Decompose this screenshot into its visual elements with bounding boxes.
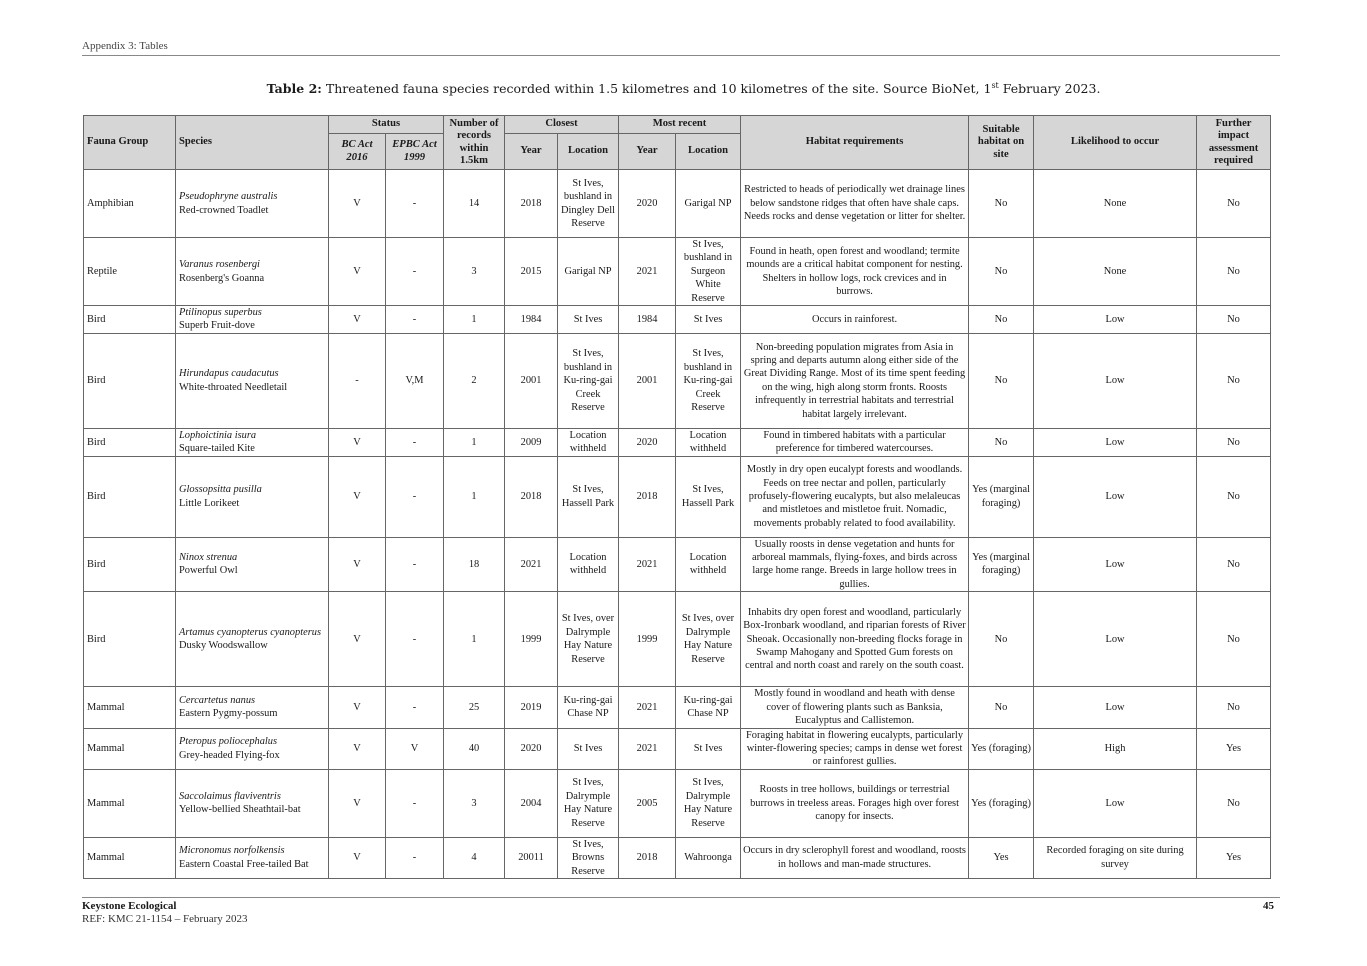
bc-act-status-cell: V: [329, 537, 386, 592]
likelihood-cell: Low: [1034, 333, 1197, 428]
habitat-requirements-cell: Occurs in rainforest.: [741, 306, 969, 334]
further-assessment-cell: No: [1197, 170, 1271, 238]
bc-act-status-cell: V: [329, 728, 386, 769]
table-caption: [0, 81, 1367, 96]
closest-location-cell: St Ives: [558, 306, 619, 334]
common-name: Little Lorikeet: [179, 497, 240, 509]
recent-year-cell: 2020: [619, 428, 676, 456]
common-name: Powerful Owl: [179, 565, 238, 577]
habitat-requirements-cell: Inhabits dry open forest and woodland, particularly Box-Ironbark woodland, and riparian forests of River Sheoak. Occasionally non-breeding flocks forage in Swamp Mahogany and Spotted Gum forests on central and north coast and rarely on the south coast.: [741, 592, 969, 687]
further-assessment-cell: No: [1197, 592, 1271, 687]
habitat-requirements-cell: Roosts in tree hollows, buildings or terrestrial burrows in treeless areas. Forages high over forest canopy for insects.: [741, 769, 969, 837]
likelihood-cell: Low: [1034, 769, 1197, 837]
habitat-requirements-cell: Found in timbered habitats with a particular preference for timbered watercourses.: [741, 428, 969, 456]
recent-year-cell: 2021: [619, 687, 676, 728]
scientific-name: Cercartetus nanus: [179, 694, 256, 706]
closest-year-cell: 2021: [505, 537, 558, 592]
epbc-act-status-cell: -: [386, 687, 444, 728]
scientific-name: Lophoictinia isura: [179, 429, 257, 441]
records-count-cell: 4: [444, 837, 505, 878]
table-row: [84, 687, 1271, 728]
table-row: [84, 428, 1271, 456]
closest-year-cell: 1984: [505, 306, 558, 334]
fauna-group-cell: Bird: [84, 306, 176, 334]
header-rule: [82, 55, 1280, 56]
suitable-habitat-cell: No: [969, 306, 1034, 334]
header-likelihood: Likelihood to occur: [1034, 116, 1197, 170]
recent-location-cell: St Ives: [676, 306, 741, 334]
bc-act-status-cell: V: [329, 456, 386, 537]
fauna-group-cell: Mammal: [84, 837, 176, 878]
likelihood-cell: None: [1034, 238, 1197, 306]
caption-label: Table 2:: [266, 81, 322, 97]
header-closest: Closest: [505, 116, 619, 134]
fauna-group-cell: Amphibian: [84, 170, 176, 238]
scientific-name: Varanus rosenbergi: [179, 259, 260, 271]
bc-act-status-cell: -: [329, 333, 386, 428]
closest-year-cell: 1999: [505, 592, 558, 687]
recent-location-cell: St Ives, over Dalrymple Hay Nature Reserve: [676, 592, 741, 687]
suitable-habitat-cell: No: [969, 333, 1034, 428]
closest-location-cell: St Ives, Dalrymple Hay Nature Reserve: [558, 769, 619, 837]
recent-location-cell: Garigal NP: [676, 170, 741, 238]
species-cell: [176, 592, 329, 687]
caption-text-end: February 2023.: [998, 81, 1101, 97]
records-count-cell: 3: [444, 769, 505, 837]
habitat-requirements-cell: Found in heath, open forest and woodland; termite mounds are a critical habitat component for nesting. Shelters in hollow logs, rock crevices and in burrows.: [741, 238, 969, 306]
table-row: [84, 837, 1271, 878]
bc-act-status-cell: V: [329, 769, 386, 837]
recent-location-cell: Ku-ring-gai Chase NP: [676, 687, 741, 728]
header-species: Species: [176, 116, 329, 170]
likelihood-cell: High: [1034, 728, 1197, 769]
caption-text: Threatened fauna species recorded within 1.5 kilometres and 10 kilometres of the site. Source BioNet, 1: [321, 81, 992, 97]
fauna-group-cell: Reptile: [84, 238, 176, 306]
header-habitat: Habitat requirements: [741, 116, 969, 170]
epbc-act-status-cell: -: [386, 769, 444, 837]
habitat-requirements-cell: Usually roosts in dense vegetation and hunts for arboreal mammals, flying-foxes, and birds across large home range. Breeds in large hollow trees in gullies.: [741, 537, 969, 592]
epbc-act-status-cell: -: [386, 837, 444, 878]
recent-year-cell: 1984: [619, 306, 676, 334]
further-assessment-cell: No: [1197, 537, 1271, 592]
table-row: [84, 333, 1271, 428]
recent-location-cell: St Ives, bushland in Surgeon White Reserve: [676, 238, 741, 306]
suitable-habitat-cell: Yes (foraging): [969, 769, 1034, 837]
table-row: [84, 728, 1271, 769]
fauna-table-body: [84, 170, 1271, 879]
closest-location-cell: Garigal NP: [558, 238, 619, 306]
header-recent-year: Year: [619, 134, 676, 170]
header-closest-year: Year: [505, 134, 558, 170]
header-recent-location: Location: [676, 134, 741, 170]
species-cell: [176, 306, 329, 334]
caption-superscript: st: [991, 81, 999, 90]
likelihood-cell: Low: [1034, 428, 1197, 456]
species-cell: [176, 456, 329, 537]
recent-year-cell: 1999: [619, 592, 676, 687]
habitat-requirements-cell: Occurs in dry sclerophyll forest and woodland, roosts in hollows and man-made structures.: [741, 837, 969, 878]
table-row: [84, 238, 1271, 306]
records-count-cell: 2: [444, 333, 505, 428]
common-name: Eastern Coastal Free-tailed Bat: [179, 858, 309, 870]
habitat-requirements-cell: Mostly found in woodland and heath with dense cover of flowering plants such as Banksia, Eucalyptus and Callistemon.: [741, 687, 969, 728]
fauna-group-cell: Bird: [84, 592, 176, 687]
table-row: [84, 170, 1271, 238]
records-count-cell: 1: [444, 592, 505, 687]
records-count-cell: 3: [444, 238, 505, 306]
epbc-act-status-cell: -: [386, 306, 444, 334]
header-further: Further impact assessment required: [1197, 116, 1271, 170]
page-number: 45: [1263, 900, 1274, 912]
species-cell: [176, 238, 329, 306]
habitat-requirements-cell: Non-breeding population migrates from Asia in spring and departs autumn along either side of the Great Dividing Range. Most of its time spent feeding on the wing, high along storm fronts. Roosts infrequently in terrestrial habitats and terrestrial habitat largely irrelevant.: [741, 333, 969, 428]
closest-year-cell: 2020: [505, 728, 558, 769]
suitable-habitat-cell: No: [969, 238, 1034, 306]
recent-year-cell: 2021: [619, 728, 676, 769]
closest-year-cell: 2001: [505, 333, 558, 428]
recent-year-cell: 2005: [619, 769, 676, 837]
header-epbc-act: EPBC Act 1999: [386, 134, 444, 170]
closest-location-cell: St Ives, Hassell Park: [558, 456, 619, 537]
closest-year-cell: 2018: [505, 170, 558, 238]
closest-location-cell: Location withheld: [558, 428, 619, 456]
header-suitable: Suitable habitat on site: [969, 116, 1034, 170]
species-cell: [176, 170, 329, 238]
common-name: Grey-headed Flying-fox: [179, 749, 280, 761]
further-assessment-cell: No: [1197, 333, 1271, 428]
species-cell: [176, 728, 329, 769]
recent-year-cell: 2020: [619, 170, 676, 238]
fauna-table: [83, 115, 1271, 879]
species-cell: [176, 837, 329, 878]
header-fauna-group: Fauna Group: [84, 116, 176, 170]
closest-location-cell: St Ives, bushland in Ku-ring-gai Creek Reserve: [558, 333, 619, 428]
closest-location-cell: St Ives, Browns Reserve: [558, 837, 619, 878]
scientific-name: Ptilinopus superbus: [179, 307, 262, 319]
further-assessment-cell: No: [1197, 687, 1271, 728]
closest-year-cell: 2019: [505, 687, 558, 728]
bc-act-status-cell: V: [329, 170, 386, 238]
species-cell: [176, 333, 329, 428]
further-assessment-cell: No: [1197, 769, 1271, 837]
recent-year-cell: 2018: [619, 837, 676, 878]
footer-rule: [82, 897, 1280, 898]
recent-year-cell: 2021: [619, 537, 676, 592]
likelihood-cell: Low: [1034, 687, 1197, 728]
header-status: Status: [329, 116, 444, 134]
scientific-name: Pteropus poliocephalus: [179, 736, 278, 748]
records-count-cell: 25: [444, 687, 505, 728]
table-row: [84, 306, 1271, 334]
records-count-cell: 1: [444, 428, 505, 456]
epbc-act-status-cell: -: [386, 428, 444, 456]
closest-location-cell: St Ives: [558, 728, 619, 769]
closest-year-cell: 2018: [505, 456, 558, 537]
footer-organisation: Keystone Ecological: [82, 900, 177, 912]
fauna-group-cell: Mammal: [84, 769, 176, 837]
scientific-name: Hirundapus caudacutus: [179, 368, 279, 380]
records-count-cell: 18: [444, 537, 505, 592]
common-name: Dusky Woodswallow: [179, 640, 268, 652]
header-closest-location: Location: [558, 134, 619, 170]
fauna-group-cell: Bird: [84, 333, 176, 428]
further-assessment-cell: No: [1197, 428, 1271, 456]
likelihood-cell: Recorded foraging on site during survey: [1034, 837, 1197, 878]
further-assessment-cell: No: [1197, 456, 1271, 537]
records-count-cell: 1: [444, 306, 505, 334]
epbc-act-status-cell: -: [386, 170, 444, 238]
recent-location-cell: Wahroonga: [676, 837, 741, 878]
likelihood-cell: Low: [1034, 456, 1197, 537]
habitat-requirements-cell: Foraging habitat in flowering eucalypts, particularly winter-flowering species; camps in dense wet forest or rainforest gullies.: [741, 728, 969, 769]
scientific-name: Micronomus norfolkensis: [179, 845, 285, 857]
table-row: [84, 456, 1271, 537]
bc-act-status-cell: V: [329, 428, 386, 456]
species-cell: [176, 769, 329, 837]
scientific-name: Artamus cyanopterus cyanopterus: [179, 626, 321, 638]
epbc-act-status-cell: V,M: [386, 333, 444, 428]
fauna-group-cell: Bird: [84, 537, 176, 592]
closest-year-cell: 20011: [505, 837, 558, 878]
species-cell: [176, 687, 329, 728]
suitable-habitat-cell: No: [969, 687, 1034, 728]
epbc-act-status-cell: -: [386, 238, 444, 306]
scientific-name: Pseudophryne australis: [179, 191, 278, 203]
bc-act-status-cell: V: [329, 306, 386, 334]
records-count-cell: 40: [444, 728, 505, 769]
closest-year-cell: 2015: [505, 238, 558, 306]
recent-year-cell: 2001: [619, 333, 676, 428]
likelihood-cell: Low: [1034, 592, 1197, 687]
recent-location-cell: St Ives: [676, 728, 741, 769]
scientific-name: Saccolaimus flaviventris: [179, 790, 281, 802]
scientific-name: Ninox strenua: [179, 552, 238, 564]
fauna-group-cell: Bird: [84, 428, 176, 456]
common-name: Red-crowned Toadlet: [179, 204, 269, 216]
header-records: Number of records within 1.5km: [444, 116, 505, 170]
further-assessment-cell: No: [1197, 238, 1271, 306]
likelihood-cell: Low: [1034, 537, 1197, 592]
recent-year-cell: 2021: [619, 238, 676, 306]
common-name: Eastern Pygmy-possum: [179, 708, 278, 720]
suitable-habitat-cell: Yes (marginal foraging): [969, 537, 1034, 592]
table-row: [84, 537, 1271, 592]
header-bc-act: BC Act 2016: [329, 134, 386, 170]
habitat-requirements-cell: Restricted to heads of periodically wet drainage lines below sandstone ridges that often have shale caps. Needs rocks and dense vegetation or litter for shelter.: [741, 170, 969, 238]
bc-act-status-cell: V: [329, 238, 386, 306]
recent-location-cell: St Ives, Hassell Park: [676, 456, 741, 537]
table-row: [84, 769, 1271, 837]
suitable-habitat-cell: No: [969, 592, 1034, 687]
further-assessment-cell: Yes: [1197, 837, 1271, 878]
habitat-requirements-cell: Mostly in dry open eucalypt forests and woodlands. Feeds on tree nectar and pollen, particularly profusely-flowering eucalypts, but also melaleucas and mistletoes and mistletoe fruit. Nomadic, movements probably related to food availability.: [741, 456, 969, 537]
suitable-habitat-cell: No: [969, 428, 1034, 456]
running-head: Appendix 3: Tables: [82, 40, 168, 52]
footer-reference: REF: KMC 21-1154 – February 2023: [82, 913, 248, 925]
species-cell: [176, 428, 329, 456]
fauna-group-cell: Mammal: [84, 728, 176, 769]
further-assessment-cell: Yes: [1197, 728, 1271, 769]
likelihood-cell: Low: [1034, 306, 1197, 334]
further-assessment-cell: No: [1197, 306, 1271, 334]
epbc-act-status-cell: -: [386, 592, 444, 687]
closest-location-cell: Ku-ring-gai Chase NP: [558, 687, 619, 728]
epbc-act-status-cell: -: [386, 456, 444, 537]
suitable-habitat-cell: Yes (marginal foraging): [969, 456, 1034, 537]
closest-location-cell: St Ives, over Dalrymple Hay Nature Reserve: [558, 592, 619, 687]
bc-act-status-cell: V: [329, 687, 386, 728]
recent-location-cell: Location withheld: [676, 428, 741, 456]
closest-year-cell: 2004: [505, 769, 558, 837]
table-row: [84, 592, 1271, 687]
bc-act-status-cell: V: [329, 837, 386, 878]
species-cell: [176, 537, 329, 592]
header-most-recent: Most recent: [619, 116, 741, 134]
suitable-habitat-cell: Yes: [969, 837, 1034, 878]
closest-year-cell: 2009: [505, 428, 558, 456]
suitable-habitat-cell: Yes (foraging): [969, 728, 1034, 769]
records-count-cell: 1: [444, 456, 505, 537]
suitable-habitat-cell: No: [969, 170, 1034, 238]
records-count-cell: 14: [444, 170, 505, 238]
likelihood-cell: None: [1034, 170, 1197, 238]
common-name: White-throated Needletail: [179, 381, 288, 393]
bc-act-status-cell: V: [329, 592, 386, 687]
common-name: Yellow-bellied Sheathtail-bat: [179, 804, 301, 816]
common-name: Square-tailed Kite: [179, 443, 255, 455]
recent-location-cell: Location withheld: [676, 537, 741, 592]
scientific-name: Glossopsitta pusilla: [179, 484, 262, 496]
closest-location-cell: St Ives, bushland in Dingley Dell Reserve: [558, 170, 619, 238]
closest-location-cell: Location withheld: [558, 537, 619, 592]
fauna-group-cell: Bird: [84, 456, 176, 537]
common-name: Rosenberg's Goanna: [179, 272, 265, 284]
recent-location-cell: St Ives, Dalrymple Hay Nature Reserve: [676, 769, 741, 837]
common-name: Superb Fruit-dove: [179, 320, 255, 332]
recent-year-cell: 2018: [619, 456, 676, 537]
epbc-act-status-cell: -: [386, 537, 444, 592]
epbc-act-status-cell: V: [386, 728, 444, 769]
fauna-group-cell: Mammal: [84, 687, 176, 728]
recent-location-cell: St Ives, bushland in Ku-ring-gai Creek Reserve: [676, 333, 741, 428]
